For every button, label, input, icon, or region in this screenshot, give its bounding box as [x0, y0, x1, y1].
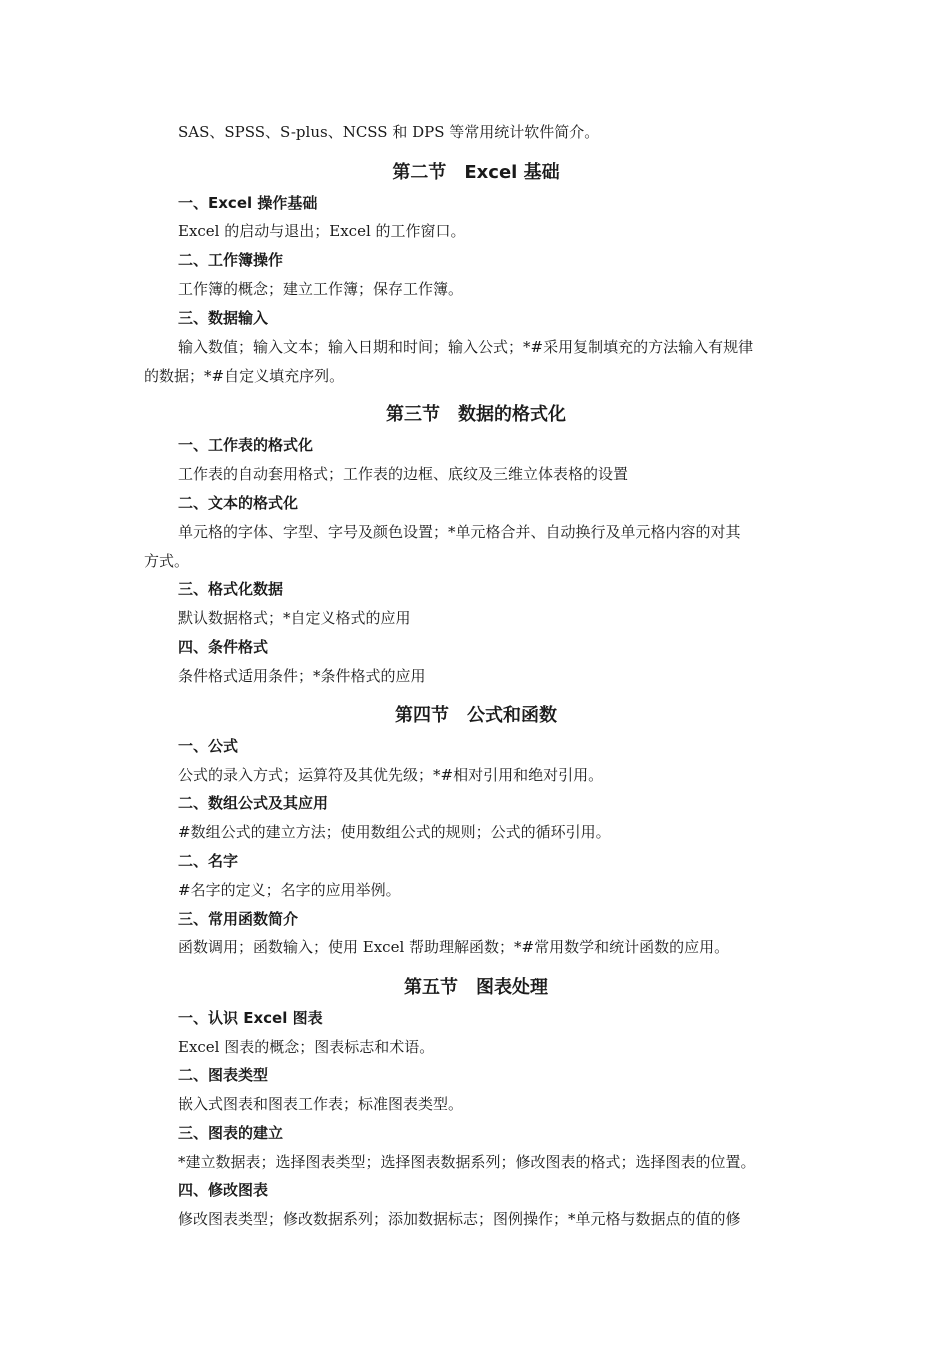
sec3-text-3: 默认数据格式；*自定义格式的应用	[178, 609, 411, 627]
sec3-heading-3: 三、格式化数据	[178, 580, 284, 598]
sec4-text-3: #名字的定义；名字的应用举例。	[178, 881, 401, 899]
sec5-text-4: 修改图表类型；修改数据系列；添加数据标志；图例操作；*单元格与数据点的值的修	[178, 1210, 741, 1228]
section-5-title: 第五节 图表处理	[404, 977, 548, 998]
sec4-heading-2: 二、数组公式及其应用	[178, 794, 329, 812]
sec4-heading-4: 三、常用函数简介	[178, 910, 299, 928]
section-4-title: 第四节 公式和函数	[395, 705, 557, 726]
sec5-heading-1: 一、认识 Excel 图表	[178, 1009, 323, 1027]
sec4-text-4: 函数调用；函数输入；使用 Excel 帮助理解函数；*#常用数学和统计函数的应用。	[178, 938, 730, 956]
section-2-title: 第二节 Excel 基础	[392, 162, 560, 183]
sec4-text-2: #数组公式的建立方法；使用数组公式的规则；公式的循环引用。	[178, 823, 611, 841]
sec2-text-2: 工作簿的概念；建立工作簿；保存工作簿。	[178, 280, 464, 298]
sec3-heading-4: 四、条件格式	[178, 638, 269, 656]
sec3-text-1: 工作表的自动套用格式；工作表的边框、底纹及三维立体表格的设置	[178, 465, 629, 483]
sec4-heading-3: 二、名字	[178, 852, 239, 870]
sec3-text-2b: 方式。	[144, 552, 190, 570]
sec4-text-1: 公式的录入方式；运算符及其优先级；*#相对引用和绝对引用。	[178, 766, 604, 784]
section-3-title: 第三节 数据的格式化	[386, 404, 566, 425]
sec2-text-3b: 的数据；*#自定义填充序列。	[144, 367, 345, 385]
sec3-heading-1: 一、工作表的格式化	[178, 436, 314, 454]
sec3-heading-2: 二、文本的格式化	[178, 494, 299, 512]
sec2-heading-2: 二、工作簿操作	[178, 251, 284, 269]
sec2-heading-1: 一、Excel 操作基础	[178, 194, 318, 212]
sec5-text-2: 嵌入式图表和图表工作表；标准图表类型。	[178, 1095, 464, 1113]
sec4-heading-1: 一、公式	[178, 737, 239, 755]
intro-text: SAS、SPSS、S-plus、NCSS 和 DPS 等常用统计软件简介。	[178, 123, 600, 141]
sec5-text-3: *建立数据表；选择图表类型；选择图表数据系列；修改图表的格式；选择图表的位置。	[178, 1153, 756, 1171]
sec2-heading-3: 三、数据输入	[178, 309, 269, 327]
sec5-text-1: Excel 图表的概念；图表标志和术语。	[178, 1038, 435, 1056]
sec5-heading-3: 三、图表的建立	[178, 1124, 284, 1142]
sec2-text-1: Excel 的启动与退出；Excel 的工作窗口。	[178, 222, 466, 240]
sec5-heading-4: 四、修改图表	[178, 1181, 269, 1199]
sec2-text-3a: 输入数值；输入文本；输入日期和时间；输入公式；*#采用复制填充的方法输入有规律	[178, 338, 754, 356]
sec5-heading-2: 二、图表类型	[178, 1066, 269, 1084]
sec3-text-2a: 单元格的字体、字型、字号及颜色设置；*单元格合并、自动换行及单元格内容的对其	[178, 523, 741, 541]
sec3-text-4: 条件格式适用条件；*条件格式的应用	[178, 667, 426, 685]
